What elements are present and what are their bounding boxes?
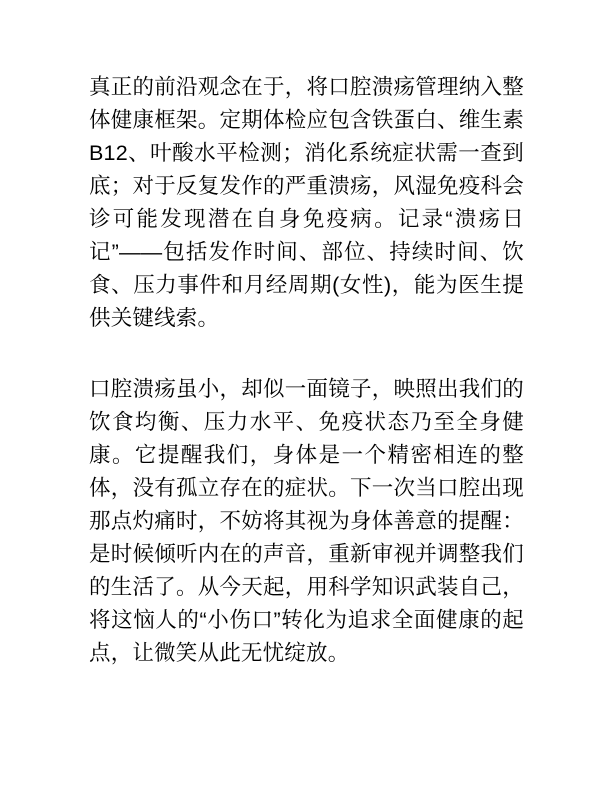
paragraph-conclusion: 口腔溃疡虽小，却似一面镜子，映照出我们的饮食均衡、压力水平、免疫状态乃至全身健康。它提醒我们，身体是一个精密相连的整体，没有孤立存在的症状。下一次当口腔出现那点灼痛时，不妨将其视为身体善意的提醒：是时候倾听内在的声音，重新审视并调整我们的生活了。从今天起，用科学知识武装自己，将这恼人的“小伤口”转化为追求全面健康的起点，让微笑从此无忧绽放。 (89, 377, 524, 665)
paragraph-holistic-health: 真正的前沿观念在于，将口腔溃疡管理纳入整体健康框架。定期体检应包含铁蛋白、维生素 B12、叶酸水平检测；消化系统症状需一查到底；对于反复发作的严重溃疡，风湿免疫科会诊可能发现潜在自身免疫病。记录“溃疡日记”——包括发作时间、部位、持续时间、饮食、压力事件和月经周期(女性)，能为医生提供关键线索。 (89, 75, 524, 330)
